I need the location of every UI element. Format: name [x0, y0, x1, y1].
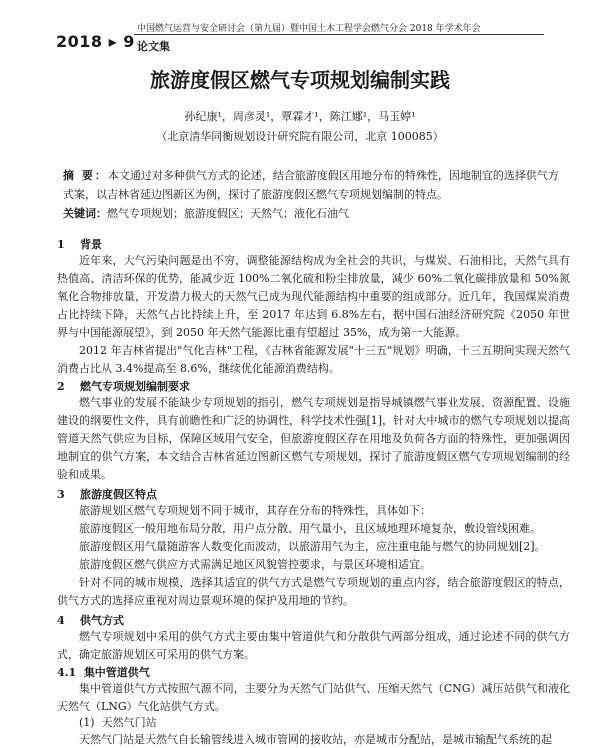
section-3-number: 3	[57, 488, 65, 501]
section-1-number: 1	[57, 238, 65, 251]
section-4-paragraph-1: 燃气专项规划中采用的供气方式主要由集中管道供气和分散供气两部分组成，通过论述不同的供气方式，确定旅游规划区可采用的供气方案。	[57, 630, 570, 661]
section-4-1-number: 4.1	[57, 666, 77, 679]
section-1-paragraph-1: 近年来，大气污染问题是出不穷，调整能源结构成为全社会的共识，与煤炭、石油相比，天然气具有热值高、清洁环保的优势，能减少近 100%二氧化硫和粉尘排放量，减少 60%二氧化碳排放量和 50%氮氧化合物排放量，开发潜力极大的天然气已成为现代能源结构中重要的组成部分。近几年，我国煤炭消费占比持续下降，天然气占比持续上升，至 2017 年达到 6.8%左右，据中国石油经济研究院《2050 年世界与中国能源展望》，到 2050 年天然气能源比重有望超过 35%，成为第一大能源。	[57, 254, 570, 339]
affiliation: （北京清华同衡规划设计研究院有限公司，北京 100085）	[156, 130, 444, 143]
author-list: 孙纪康¹，周彦灵¹，覃霖才¹，陈江娜¹，马玉婷¹	[184, 110, 416, 123]
section-4-number: 4	[57, 614, 65, 627]
subsection-1-line: 天然气门站是天然气自长输管线进入城市管网的接收站，亦是城市分配站，是城市输配气系统的起	[79, 733, 552, 746]
section-4-1-heading	[57, 664, 150, 680]
section-3-line-2: 旅游度假区一般用地布局分散，用户点分散、用气量小，且区域地理环境复杂，敷设管线困难。	[79, 522, 541, 535]
keywords-text: 燃气专项规划；旅游度假区；天然气；液化石油气	[107, 207, 349, 220]
section-2-paragraph-1: 燃气事业的发展不能缺少专项规划的指引，燃气专项规划是指导城镇燃气事业发展、资源配置、设施建设的纲要性文件，具有前瞻性和广泛的协调性，科学技术性强[1]，针对大中城市的燃气专项规划以提高管道天然气供应为目标，保障区域用气安全，但旅游度假区存在用地及负荷各方面的特殊性，更加强调因地制宜的供气方案，本文结合吉林省延边图新区燃气专项规划，探讨了旅游度假区燃气专项规划编制的经验和成果。	[57, 396, 570, 481]
series-label: 论文集	[137, 40, 170, 53]
section-4-heading	[57, 612, 124, 628]
keywords	[63, 204, 563, 223]
section-3-line-3: 旅游度假区用气量随游客人数变化而波动，以旅游用气为主，应注重电能与燃气的协同规划[2]。	[79, 540, 546, 553]
section-2-title: 燃气专项规划编制要求	[79, 380, 190, 393]
header-rule	[134, 34, 544, 35]
section-3-paragraph-2: 针对不同的城市规模，选择其适宜的供气方式是燃气专项规划的重点内容，结合旅游度假区的特点，供气方式的选择应重视对周边景观环境的保护及用地的节约。	[57, 576, 570, 607]
subsection-1-heading	[79, 714, 157, 730]
abstract	[63, 166, 563, 204]
issue-number: 2018 ▸ 9	[56, 32, 135, 51]
subsection-1-title: 天然气门站	[101, 716, 157, 729]
section-4-1-title: 集中管道供气	[83, 666, 150, 679]
section-1-title: 背景	[79, 238, 102, 251]
section-3-heading	[57, 486, 157, 502]
paper-title: 旅游度假区燃气专项规划编制实践	[150, 68, 450, 92]
section-2-heading	[57, 378, 190, 394]
subsection-1-number: (1)	[79, 716, 95, 729]
section-1-paragraph-2: 2012 年吉林省提出"气化吉林"工程，《吉林省能源发展"十三五"规划》明确，十三五期间实现天然气消费占比从 3.4%提高至 8.6%，继续优化能源消费结构。	[57, 344, 570, 375]
section-4-1-paragraph-1: 集中管道供气方式按照气源不同，主要分为天然气门站供气、压缩天然气（CNG）减压站供气和液化天然气（LNG）气化站供气方式。	[57, 682, 570, 713]
section-3-line-1: 旅游规划区燃气专项规划不同于城市，其存在分布的特殊性，具体如下：	[79, 504, 431, 517]
section-3-title: 旅游度假区特点	[79, 488, 157, 501]
abstract-block	[63, 166, 563, 223]
abstract-label: 摘 要：	[63, 169, 108, 182]
section-3-line-4: 旅游度假区燃气供应方式需满足地区风貌管控要求，与景区环境相适宜。	[79, 558, 431, 571]
section-4-title: 供气方式	[79, 614, 124, 627]
keywords-label: 关键词：	[63, 207, 107, 220]
abstract-text: 本文通过对多种供气方式的论述，结合旅游度假区用地分布的特殊性，因地制宜的选择供气方式案，以吉林省延边图新区为例，探讨了旅游度假区燃气专项规划编制的特点。	[63, 169, 559, 201]
conference-header: 中国燃气运营与安全研讨会（第九届）暨中国土木工程学会燃气分会 2018 年学术年会	[137, 24, 481, 34]
section-2-number: 2	[57, 380, 65, 393]
section-1-heading	[57, 236, 102, 252]
